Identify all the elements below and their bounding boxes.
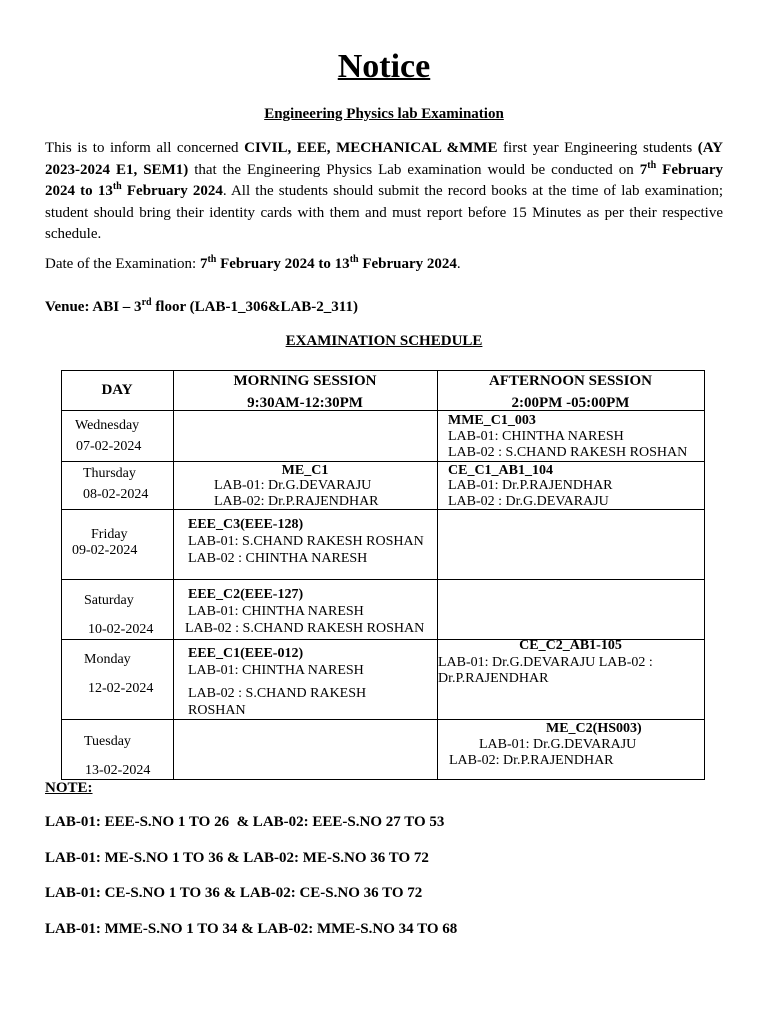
intro-academic-year: (AY 2023-2024 E1, SEM1) xyxy=(45,140,724,178)
afternoon-lab01: LAB-01: Dr.G.DEVARAJU LAB-02 : xyxy=(438,655,653,670)
header-morning-session: MORNING SESSION xyxy=(233,373,377,389)
note-line-ce: LAB-01: CE-S.NO 1 TO 36 & LAB-02: CE-S.NO 36 TO 72 xyxy=(45,885,423,901)
header-day: DAY xyxy=(101,382,133,398)
header-afternoon-time: 2:00PM -05:00PM xyxy=(511,395,630,411)
morning-lab02: LAB-02 : S.CHAND RAKESH xyxy=(188,686,367,701)
afternoon-lab02: Dr.P.RAJENDHAR xyxy=(438,671,549,686)
row-date-friday: 09-02-2024 xyxy=(72,543,138,558)
exam-date-period: . xyxy=(456,256,461,272)
morning-batch-code: EEE_C3(EEE-128) xyxy=(188,517,304,532)
table-border-line xyxy=(173,370,174,780)
afternoon-batch-code: CE_C2_AB1-105 xyxy=(519,638,622,653)
morning-batch-code: EEE_C2(EEE-127) xyxy=(188,587,304,602)
intro-branches: CIVIL, EEE, MECHANICAL &MME xyxy=(244,140,498,156)
table-border-line xyxy=(61,779,705,780)
table-border-line xyxy=(61,370,62,780)
intro-date-start: 7 xyxy=(639,161,648,178)
intro-text-3: that the Engineering Physics Lab examination would be conducted on xyxy=(188,161,640,178)
row-day-saturday: Saturday xyxy=(84,593,134,608)
row-date-saturday: 10-02-2024 xyxy=(88,622,154,637)
intro-date-end-suffix: th xyxy=(112,181,122,192)
exam-date-end-suffix: th xyxy=(349,254,359,265)
afternoon-batch-code: CE_C1_AB1_104 xyxy=(448,463,554,478)
morning-batch-code: EEE_C1(EEE-012) xyxy=(188,646,304,661)
exam-date-start: 7 xyxy=(199,256,208,272)
exam-date-range xyxy=(200,256,457,272)
afternoon-lab02: LAB-02: Dr.P.RAJENDHAR xyxy=(449,753,614,768)
morning-lab02: LAB-02 : S.CHAND RAKESH ROSHAN xyxy=(185,621,425,636)
afternoon-lab02: LAB-02 : Dr.G.DEVARAJU xyxy=(448,494,609,509)
morning-lab02: LAB-02: Dr.P.RAJENDHAR xyxy=(214,494,379,509)
note-line-mme: LAB-01: MME-S.NO 1 TO 34 & LAB-02: MME-S.NO 34 TO 68 xyxy=(45,921,458,937)
intro-date-mid: February 2024 to 13 xyxy=(45,161,723,199)
row-day-wednesday: Wednesday xyxy=(75,418,140,433)
venue-text-post: floor (LAB-1_306&LAB-2_311) xyxy=(151,299,358,315)
note-label: NOTE: xyxy=(45,780,93,796)
venue-floor-suffix: rd xyxy=(141,297,152,308)
afternoon-lab01: LAB-01: Dr.P.RAJENDHAR xyxy=(448,478,613,493)
venue-text-pre: Venue: ABI – 3 xyxy=(45,299,142,315)
morning-lab01: LAB-01: S.CHAND RAKESH ROSHAN xyxy=(188,534,424,549)
note-line-eee: LAB-01: EEE-S.NO 1 TO 26 & LAB-02: EEE-S.NO 27 TO 53 xyxy=(45,814,445,830)
morning-lab01: LAB-01: CHINTHA NARESH xyxy=(188,663,364,678)
afternoon-lab01: LAB-01: Dr.G.DEVARAJU xyxy=(479,737,637,752)
morning-lab01: LAB-01: CHINTHA NARESH xyxy=(188,604,364,619)
venue-line xyxy=(45,299,358,316)
note-line-me: LAB-01: ME-S.NO 1 TO 36 & LAB-02: ME-S.NO 36 TO 72 xyxy=(45,850,429,866)
exam-date-start-suffix: th xyxy=(207,254,217,265)
afternoon-batch-code: MME_C1_003 xyxy=(448,413,536,428)
exam-date-mid: February 2024 to 13 xyxy=(216,256,350,272)
header-morning-time: 9:30AM-12:30PM xyxy=(247,395,363,411)
morning-lab02: LAB-02 : CHINTHA NARESH xyxy=(188,551,368,566)
row-day-friday: Friday xyxy=(91,527,128,542)
exam-schedule-table xyxy=(61,370,705,780)
afternoon-lab01: LAB-01: CHINTHA NARESH xyxy=(448,429,624,444)
row-date-wednesday: 07-02-2024 xyxy=(76,439,142,454)
table-border-line xyxy=(437,370,438,780)
header-afternoon-session: AFTERNOON SESSION xyxy=(489,373,652,389)
row-day-monday: Monday xyxy=(84,652,131,667)
table-border-line xyxy=(61,579,705,580)
afternoon-batch-code: ME_C2(HS003) xyxy=(546,721,642,736)
afternoon-lab02: LAB-02 : S.CHAND RAKESH ROSHAN xyxy=(448,445,688,460)
intro-text-2: first year Engineering students xyxy=(497,140,698,156)
exam-date-end: February 2024 xyxy=(358,256,457,272)
exam-date-label: Date of the Examination: xyxy=(45,256,200,272)
notice-title: Notice xyxy=(337,48,431,85)
exam-date-line xyxy=(45,256,461,273)
row-day-thursday: Thursday xyxy=(83,466,136,481)
row-day-tuesday: Tuesday xyxy=(84,734,131,749)
morning-lab01: LAB-01: Dr.G.DEVARAJU xyxy=(214,478,372,493)
row-date-thursday: 08-02-2024 xyxy=(83,487,149,502)
morning-lab02-cont: ROSHAN xyxy=(188,703,246,718)
notice-subtitle: Engineering Physics lab Examination xyxy=(264,106,504,122)
intro-paragraph xyxy=(45,138,723,246)
intro-text-4: . All the students should submit the record books at the time of lab examination; student should bring their identity cards with them and must report before 15 Minutes as per their respective schedule. xyxy=(45,183,724,242)
row-date-tuesday: 13-02-2024 xyxy=(85,763,151,778)
table-border-line xyxy=(704,370,705,780)
row-date-monday: 12-02-2024 xyxy=(88,681,154,696)
schedule-title: EXAMINATION SCHEDULE xyxy=(285,333,483,349)
morning-batch-code: ME_C1 xyxy=(281,463,329,478)
intro-text-1: This is to inform all concerned xyxy=(45,140,245,156)
intro-date-end: February 2024 xyxy=(121,183,223,199)
intro-date-start-suffix: th xyxy=(647,159,657,171)
